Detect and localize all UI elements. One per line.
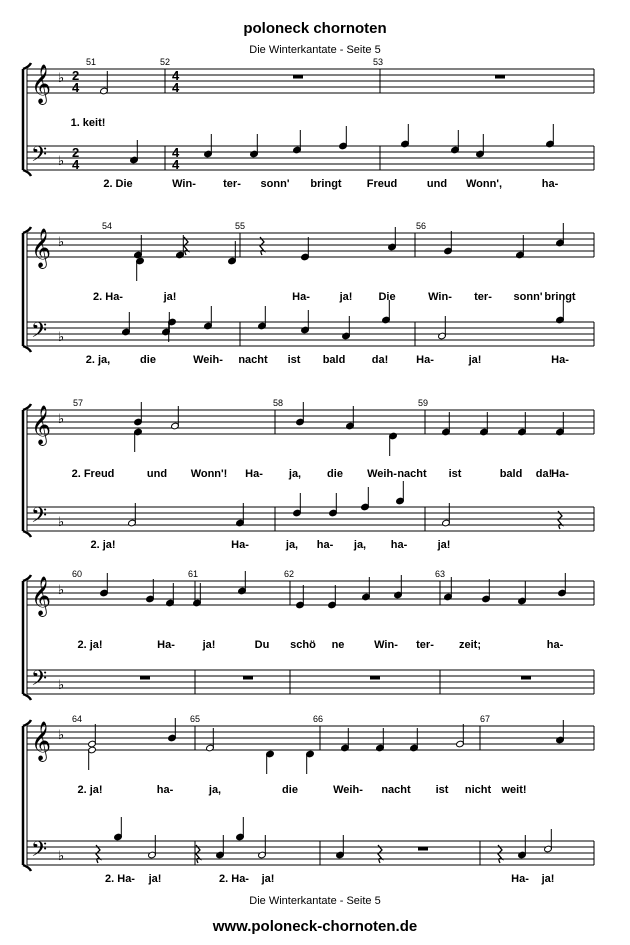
lyric-lower: Win- bbox=[172, 178, 196, 190]
treble-clef-icon: 𝄞 bbox=[31, 228, 52, 268]
lyric-upper: ja! bbox=[339, 291, 353, 303]
quarter-rest bbox=[260, 237, 264, 255]
lyric-upper: Wonn'! bbox=[190, 468, 228, 480]
lyric-upper: ja, bbox=[288, 468, 302, 480]
lyric-lower: 2. Ha- bbox=[219, 873, 249, 885]
whole-rest bbox=[370, 676, 380, 680]
lyric-upper: Du bbox=[254, 639, 270, 651]
lyric-lower: Wonn', bbox=[465, 178, 503, 190]
measure-number: 64 bbox=[72, 714, 83, 724]
bass-clef-icon: 𝄢 bbox=[31, 503, 48, 532]
lyric-upper: die bbox=[327, 468, 343, 480]
lyric-lower: 2. ja, bbox=[85, 354, 111, 366]
measure-number: 65 bbox=[190, 714, 201, 724]
treble-clef-icon: 𝄞 bbox=[31, 64, 52, 104]
lyric-upper: Die bbox=[378, 291, 396, 303]
lyric-upper: Weih- bbox=[333, 784, 363, 796]
flat-key-icon: ♭ bbox=[58, 849, 65, 864]
lyric-lower: ja! bbox=[541, 873, 555, 885]
time-signature-top: 2 bbox=[72, 145, 80, 160]
whole-rest bbox=[293, 75, 303, 79]
lyric-lower: die bbox=[140, 354, 156, 366]
lyric-lower: ja! bbox=[261, 873, 275, 885]
lyric-upper: ist bbox=[435, 784, 449, 796]
lyric-upper: Weih- bbox=[367, 468, 397, 480]
lyric-upper: schö bbox=[290, 639, 316, 651]
measure-number: 58 bbox=[273, 398, 284, 408]
lyric-upper: ha- bbox=[156, 784, 174, 796]
quarter-rest bbox=[184, 237, 188, 255]
flat-key-icon: ♭ bbox=[58, 728, 65, 743]
lyric-upper: Win- bbox=[428, 291, 452, 303]
lyric-lower: ha- bbox=[316, 539, 334, 551]
measure-number: 56 bbox=[416, 221, 427, 231]
time-signature-top: 4 bbox=[172, 68, 180, 83]
lyric-upper: nacht bbox=[381, 784, 411, 796]
time-signature-bottom: 4 bbox=[172, 157, 180, 172]
lyric-upper: 2. ja! bbox=[77, 639, 103, 651]
flat-key-icon: ♭ bbox=[58, 330, 65, 345]
lyric-lower: Ha- bbox=[511, 873, 529, 885]
measure-number: 52 bbox=[160, 57, 171, 67]
lyric-lower: nacht bbox=[238, 354, 268, 366]
lyric-upper: bald bbox=[499, 468, 523, 480]
lyric-lower: 2. Die bbox=[103, 178, 133, 190]
time-signature-bottom: 4 bbox=[72, 157, 80, 172]
lyric-lower: ha- bbox=[390, 539, 408, 551]
bass-clef-icon: 𝄢 bbox=[31, 837, 48, 866]
lyric-lower: ja! bbox=[148, 873, 162, 885]
lyric-lower: ja, bbox=[353, 539, 367, 551]
whole-rest bbox=[495, 75, 505, 79]
measure-number: 54 bbox=[102, 221, 113, 231]
lyric-upper: ter- bbox=[416, 639, 434, 651]
lyric-lower: Freud bbox=[366, 178, 398, 190]
bass-clef-icon: 𝄢 bbox=[31, 142, 48, 171]
lyric-upper: Ha- bbox=[245, 468, 263, 480]
lyric-upper: weit! bbox=[501, 784, 527, 796]
lyric-upper: Ha- bbox=[292, 291, 310, 303]
lyric-upper: Win- bbox=[374, 639, 398, 651]
lyric-upper: nacht bbox=[397, 468, 427, 480]
lyric-lower: ter- bbox=[223, 178, 241, 190]
lyric-upper: zeit; bbox=[459, 639, 481, 651]
lyric-upper: ne bbox=[331, 639, 345, 651]
lyric-lower: 2. Ha- bbox=[105, 873, 135, 885]
lyric-lower: bald bbox=[322, 354, 346, 366]
time-signature-bottom: 4 bbox=[172, 80, 180, 95]
flat-key-icon: ♭ bbox=[58, 235, 65, 250]
flat-key-icon: ♭ bbox=[58, 678, 65, 693]
flat-key-icon: ♭ bbox=[58, 515, 65, 530]
lyric-lower: ja! bbox=[468, 354, 482, 366]
lyric-upper: die bbox=[282, 784, 298, 796]
whole-rest bbox=[243, 676, 253, 680]
treble-clef-icon: 𝄞 bbox=[31, 576, 52, 616]
lyric-lower: ha- bbox=[541, 178, 559, 190]
lyric-lower: ja! bbox=[437, 539, 451, 551]
lyric-lower: und bbox=[426, 178, 448, 190]
lyric-upper: 2. Ha- bbox=[93, 291, 123, 303]
flat-key-icon: ♭ bbox=[58, 412, 65, 427]
lyric-upper: ter- bbox=[474, 291, 492, 303]
lyric-lower: Ha- bbox=[231, 539, 249, 551]
measure-number: 63 bbox=[435, 569, 446, 579]
page-subtitle: Die Winterkantate - Seite 5 bbox=[249, 44, 381, 56]
lyric-upper: ja! bbox=[202, 639, 216, 651]
lyric-lower: Ha- bbox=[416, 354, 434, 366]
time-signature-top: 2 bbox=[72, 68, 80, 83]
lyric-lower: Weih- bbox=[193, 354, 223, 366]
lyric-upper: sonn' bbox=[513, 291, 543, 303]
lyric-upper: ha- bbox=[546, 639, 564, 651]
treble-clef-icon: 𝄞 bbox=[31, 721, 52, 761]
measure-number: 60 bbox=[72, 569, 83, 579]
quarter-rest bbox=[558, 511, 562, 529]
measure-number: 61 bbox=[188, 569, 199, 579]
lyric-upper: Ha- bbox=[157, 639, 175, 651]
bass-clef-icon: 𝄢 bbox=[31, 318, 48, 347]
quarter-rest bbox=[498, 845, 502, 863]
flat-key-icon: ♭ bbox=[58, 71, 65, 86]
quarter-rest bbox=[378, 845, 382, 863]
quarter-rest bbox=[96, 845, 100, 863]
lyric-upper: 1. keit! bbox=[70, 117, 106, 129]
lyric-lower: ist bbox=[287, 354, 301, 366]
quarter-rest bbox=[196, 845, 200, 863]
lyric-lower: bringt bbox=[310, 178, 342, 190]
whole-rest bbox=[418, 847, 428, 851]
lyric-upper: ist bbox=[448, 468, 462, 480]
lyric-lower: da! bbox=[371, 354, 389, 366]
lyric-lower: Ha- bbox=[551, 354, 569, 366]
measure-number: 62 bbox=[284, 569, 295, 579]
measure-number: 66 bbox=[313, 714, 324, 724]
treble-clef-icon: 𝄞 bbox=[31, 405, 52, 445]
flat-key-icon: ♭ bbox=[58, 154, 65, 169]
time-signature-top: 4 bbox=[172, 145, 180, 160]
bass-clef-icon: 𝄢 bbox=[31, 666, 48, 695]
page-title: poloneck chornoten bbox=[243, 20, 387, 37]
whole-rest bbox=[521, 676, 531, 680]
page-footer: Die Winterkantate - Seite 5 bbox=[249, 895, 381, 907]
time-signature-bottom: 4 bbox=[72, 80, 80, 95]
lyric-upper: ja! bbox=[163, 291, 177, 303]
lyric-lower: ja, bbox=[285, 539, 299, 551]
lyric-upper: ja, bbox=[208, 784, 222, 796]
lyric-upper: da! bbox=[535, 468, 553, 480]
flat-key-icon: ♭ bbox=[58, 583, 65, 598]
website-link[interactable]: www.poloneck-chornoten.de bbox=[212, 918, 418, 935]
lyric-upper: Ha- bbox=[551, 468, 569, 480]
lyric-lower: 2. ja! bbox=[90, 539, 116, 551]
whole-rest bbox=[140, 676, 150, 680]
measure-number: 59 bbox=[418, 398, 429, 408]
lyric-upper: und bbox=[146, 468, 168, 480]
measure-number: 57 bbox=[73, 398, 84, 408]
measure-number: 55 bbox=[235, 221, 246, 231]
lyric-upper: 2. ja! bbox=[77, 784, 103, 796]
measure-number: 51 bbox=[86, 57, 97, 67]
lyric-upper: nicht bbox=[464, 784, 492, 796]
lyric-lower: sonn' bbox=[260, 178, 290, 190]
measure-number: 67 bbox=[480, 714, 491, 724]
lyric-upper: bringt bbox=[544, 291, 576, 303]
measure-number: 53 bbox=[373, 57, 384, 67]
lyric-upper: 2. Freud bbox=[71, 468, 115, 480]
